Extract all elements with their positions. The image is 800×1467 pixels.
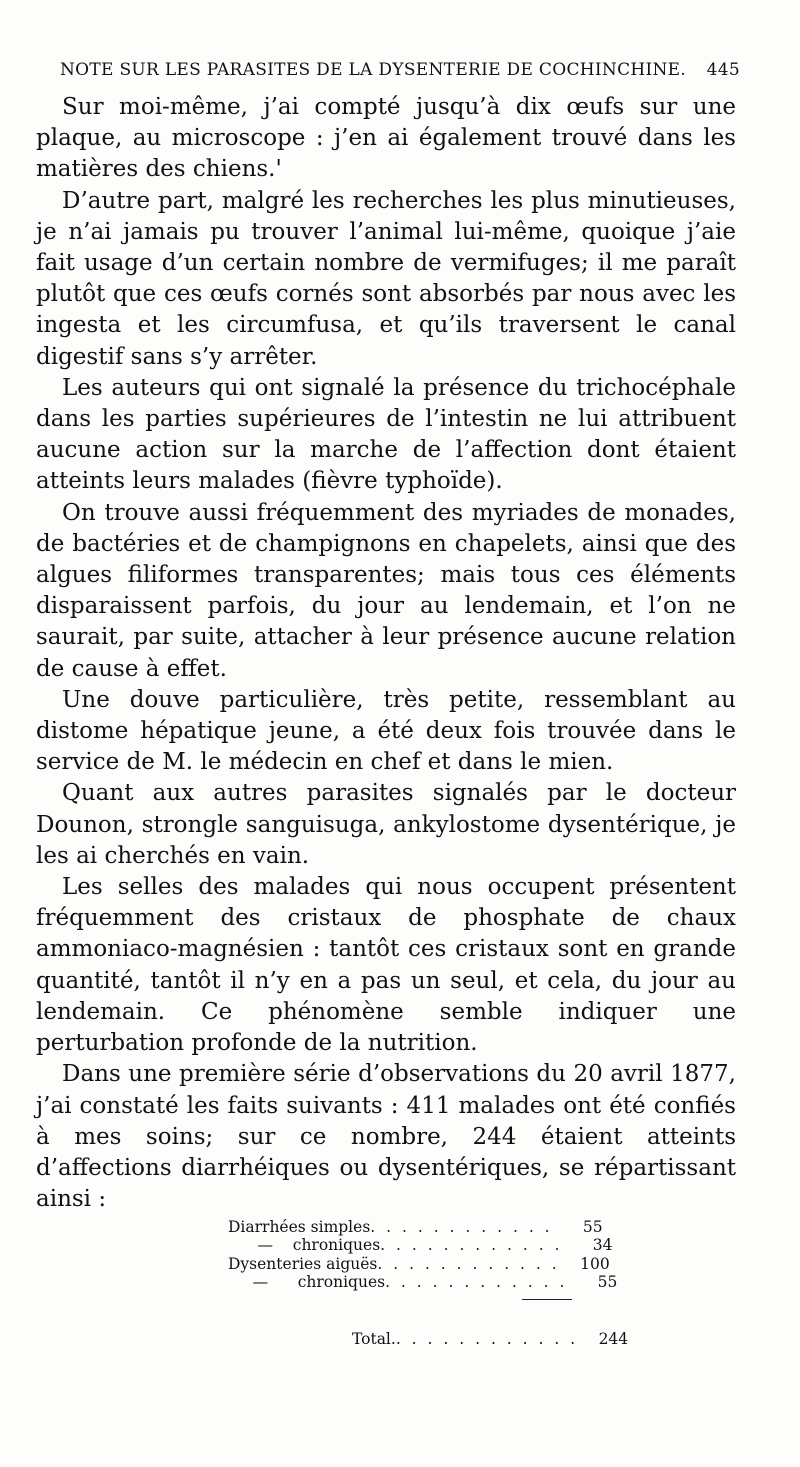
paragraph: Dans une première série d’observations du 20 avril 1877, j’ai constaté les faits suivants : 411 malades ont été confiés à mes soins; sur ce nombre, 244 étaient atteints d’affections diarrhéiques ou dysentériques, se répartissant ainsi : [36,1061,736,1213]
row-label: — chroniques [228,1236,381,1255]
total-row [352,1330,629,1348]
row-value: 55 [597,1273,618,1292]
row-value: 34 [592,1236,613,1255]
body-text [36,92,736,1215]
table-row [228,1254,610,1273]
paragraph: Les selles des malades qui nous occupent présentent fréquemment des cristaux de phosphate de chaux ammoniaco-magnésien : tantôt ces cristaux sont en grande quantité, tantôt il n’y en a pas un seul, et cela, du jour au lendemain. Ce phénomène semble indiquer une perturbation profonde de la nutrition. [36,874,736,1057]
table-row [228,1236,613,1255]
leader-dots: . . . . . . . . . . . . [395,1330,579,1348]
statistics-table [228,1218,618,1292]
paragraph: Une douve particulière, très petite, ressemblant au distome hépatique jeune, a été deux fois trouvée dans le service de M. le médecin en chef et dans le mien. [36,686,736,776]
row-label: Diarrhées simples [228,1218,371,1236]
running-header [60,60,740,80]
leader-dots: . . . . . . . . . . . . [370,1218,553,1236]
paragraph: D’autre part, malgré les recherches les plus minutieuses, je n’ai jamais pu trouver l’animal lui-même, quoique j’aie fait usage d’un certain nombre de vermifuges; il me paraît plutôt que ces œufs cornés sont absorbés par nous avec les ingesta et les circumfusa, et qu’ils traversent le canal digestif sans s’y arrêter. [36,187,736,370]
table-row [228,1218,603,1236]
leader-dots: . . . . . . . . . . . . [377,1254,560,1273]
table-row [228,1273,618,1292]
sum-rule [522,1299,572,1300]
paragraph: On trouve aussi fréquemment des myriades de monades, de bactéries et de champignons en chapelets, ainsi que des algues filiformes transparentes; mais tous ces éléments disparaissent parfois, du jour au lendemain, et l’on ne saurait, par suite, attacher à leur présence aucune relation de cause à effet. [36,499,736,682]
row-value: 100 [580,1254,610,1273]
running-title: NOTE SUR LES PARASITES DE LA DYSENTERIE DE COCHINCHINE. [60,60,687,80]
paragraph: Quant aux autres parasites signalés par le docteur Dounon, strongle sanguisuga, ankylostome dysentérique, je les ai cherchés en vain. [36,780,736,869]
row-value: 55 [582,1218,603,1236]
total-label: Total. [352,1330,396,1348]
total-value: 244 [598,1330,629,1348]
leader-dots: . . . . . . . . . . . . [385,1273,568,1292]
leader-dots: . . . . . . . . . . . . [380,1236,563,1255]
paragraph: Sur moi-même, j’ai compté jusqu’à dix œufs sur une plaque, au microscope : j’en ai également trouvé dans les matières des chiens.' [36,94,736,183]
page-number: 445 [706,60,740,80]
row-label: — chroniques [228,1273,386,1292]
row-label: Dysenteries aiguës [228,1254,378,1273]
paragraph: Les auteurs qui ont signalé la présence du trichocéphale dans les parties supérieures de l’intestin ne lui attribuent aucune action sur la marche de l’affection dont étaient atteints leurs malades (fièvre typhoïde). [36,374,736,495]
